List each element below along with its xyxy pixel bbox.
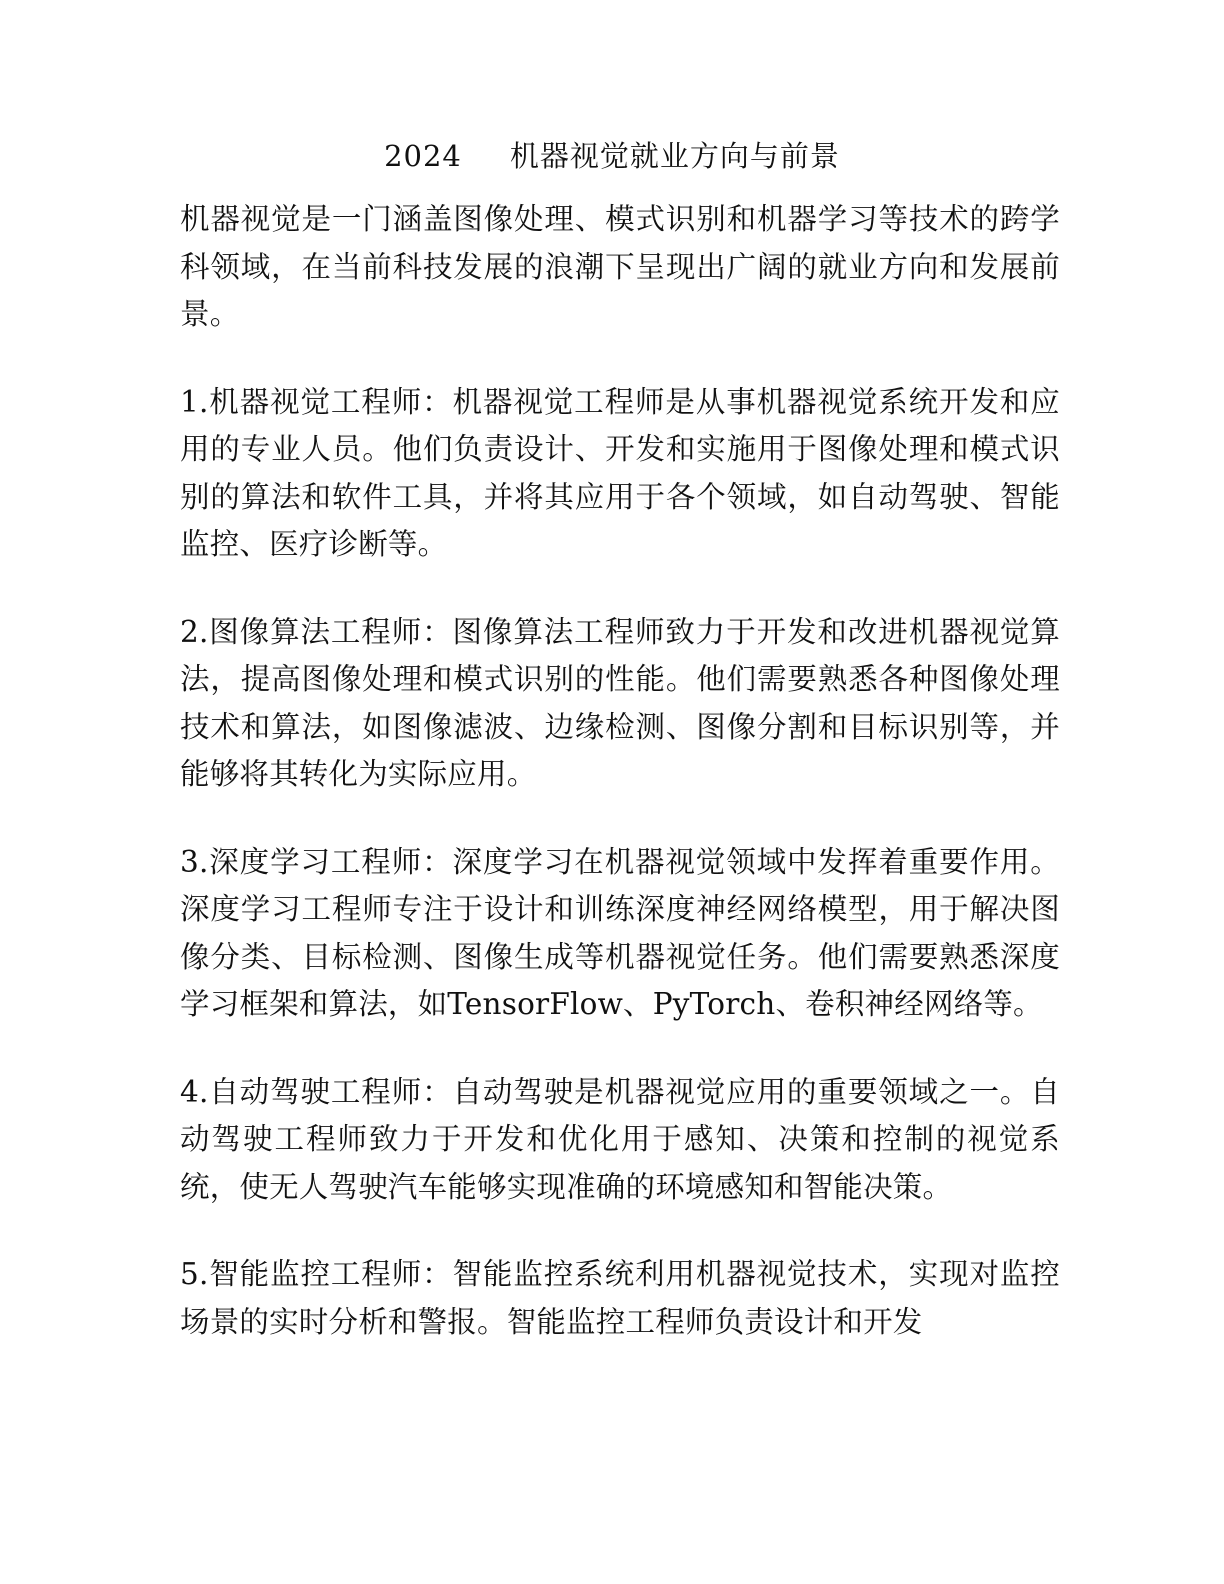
paragraph-autonomous-driving-engineer: 4.自动驾驶工程师：自动驾驶是机器视觉应用的重要领域之一。自动驾驶工程师致力于开发和优化用于感知、决策和控制的视觉系统，使无人驾驶汽车能够实现准确的环境感知和智能决策。 [180,1074,1060,1204]
paragraph-deep-learning-engineer: 3.深度学习工程师：深度学习在机器视觉领域中发挥着重要作用。深度学习工程师专注于设计和训练深度神经网络模型，用于解决图像分类、目标检测、图像生成等机器视觉任务。他们需要熟悉深度学习框架和算法，如TensorFlow、PyTorch、卷积神经网络等。 [180,844,1060,1021]
paragraph-image-algorithm-engineer: 2.图像算法工程师：图像算法工程师致力于开发和改进机器视觉算法，提高图像处理和模式识别的性能。他们需要熟悉各种图像处理技术和算法，如图像滤波、边缘检测、图像分割和目标识别等，并能够将其转化为实际应用。 [180,614,1060,791]
document-body [180,196,1060,1386]
paragraph-machine-vision-engineer: 1.机器视觉工程师：机器视觉工程师是从事机器视觉系统开发和应用的专业人员。他们负责设计、开发和实施用于图像处理和模式识别的算法和软件工具，并将其应用于各个领域，如自动驾驶、智能监控、医疗诊断等。 [180,384,1060,561]
title-year: 2024 [384,139,462,173]
document-title [0,134,1224,178]
paragraph-smart-surveillance-engineer: 5.智能监控工程师：智能监控系统利用机器视觉技术，实现对监控场景的实时分析和警报。智能监控工程师负责设计和开发 [180,1257,1060,1339]
title-text: 机器视觉就业方向与前景 [509,139,840,173]
paragraph-intro: 机器视觉是一门涵盖图像处理、模式识别和机器学习等技术的跨学科领域，在当前科技发展的浪潮下呈现出广阔的就业方向和发展前景。 [180,202,1060,331]
